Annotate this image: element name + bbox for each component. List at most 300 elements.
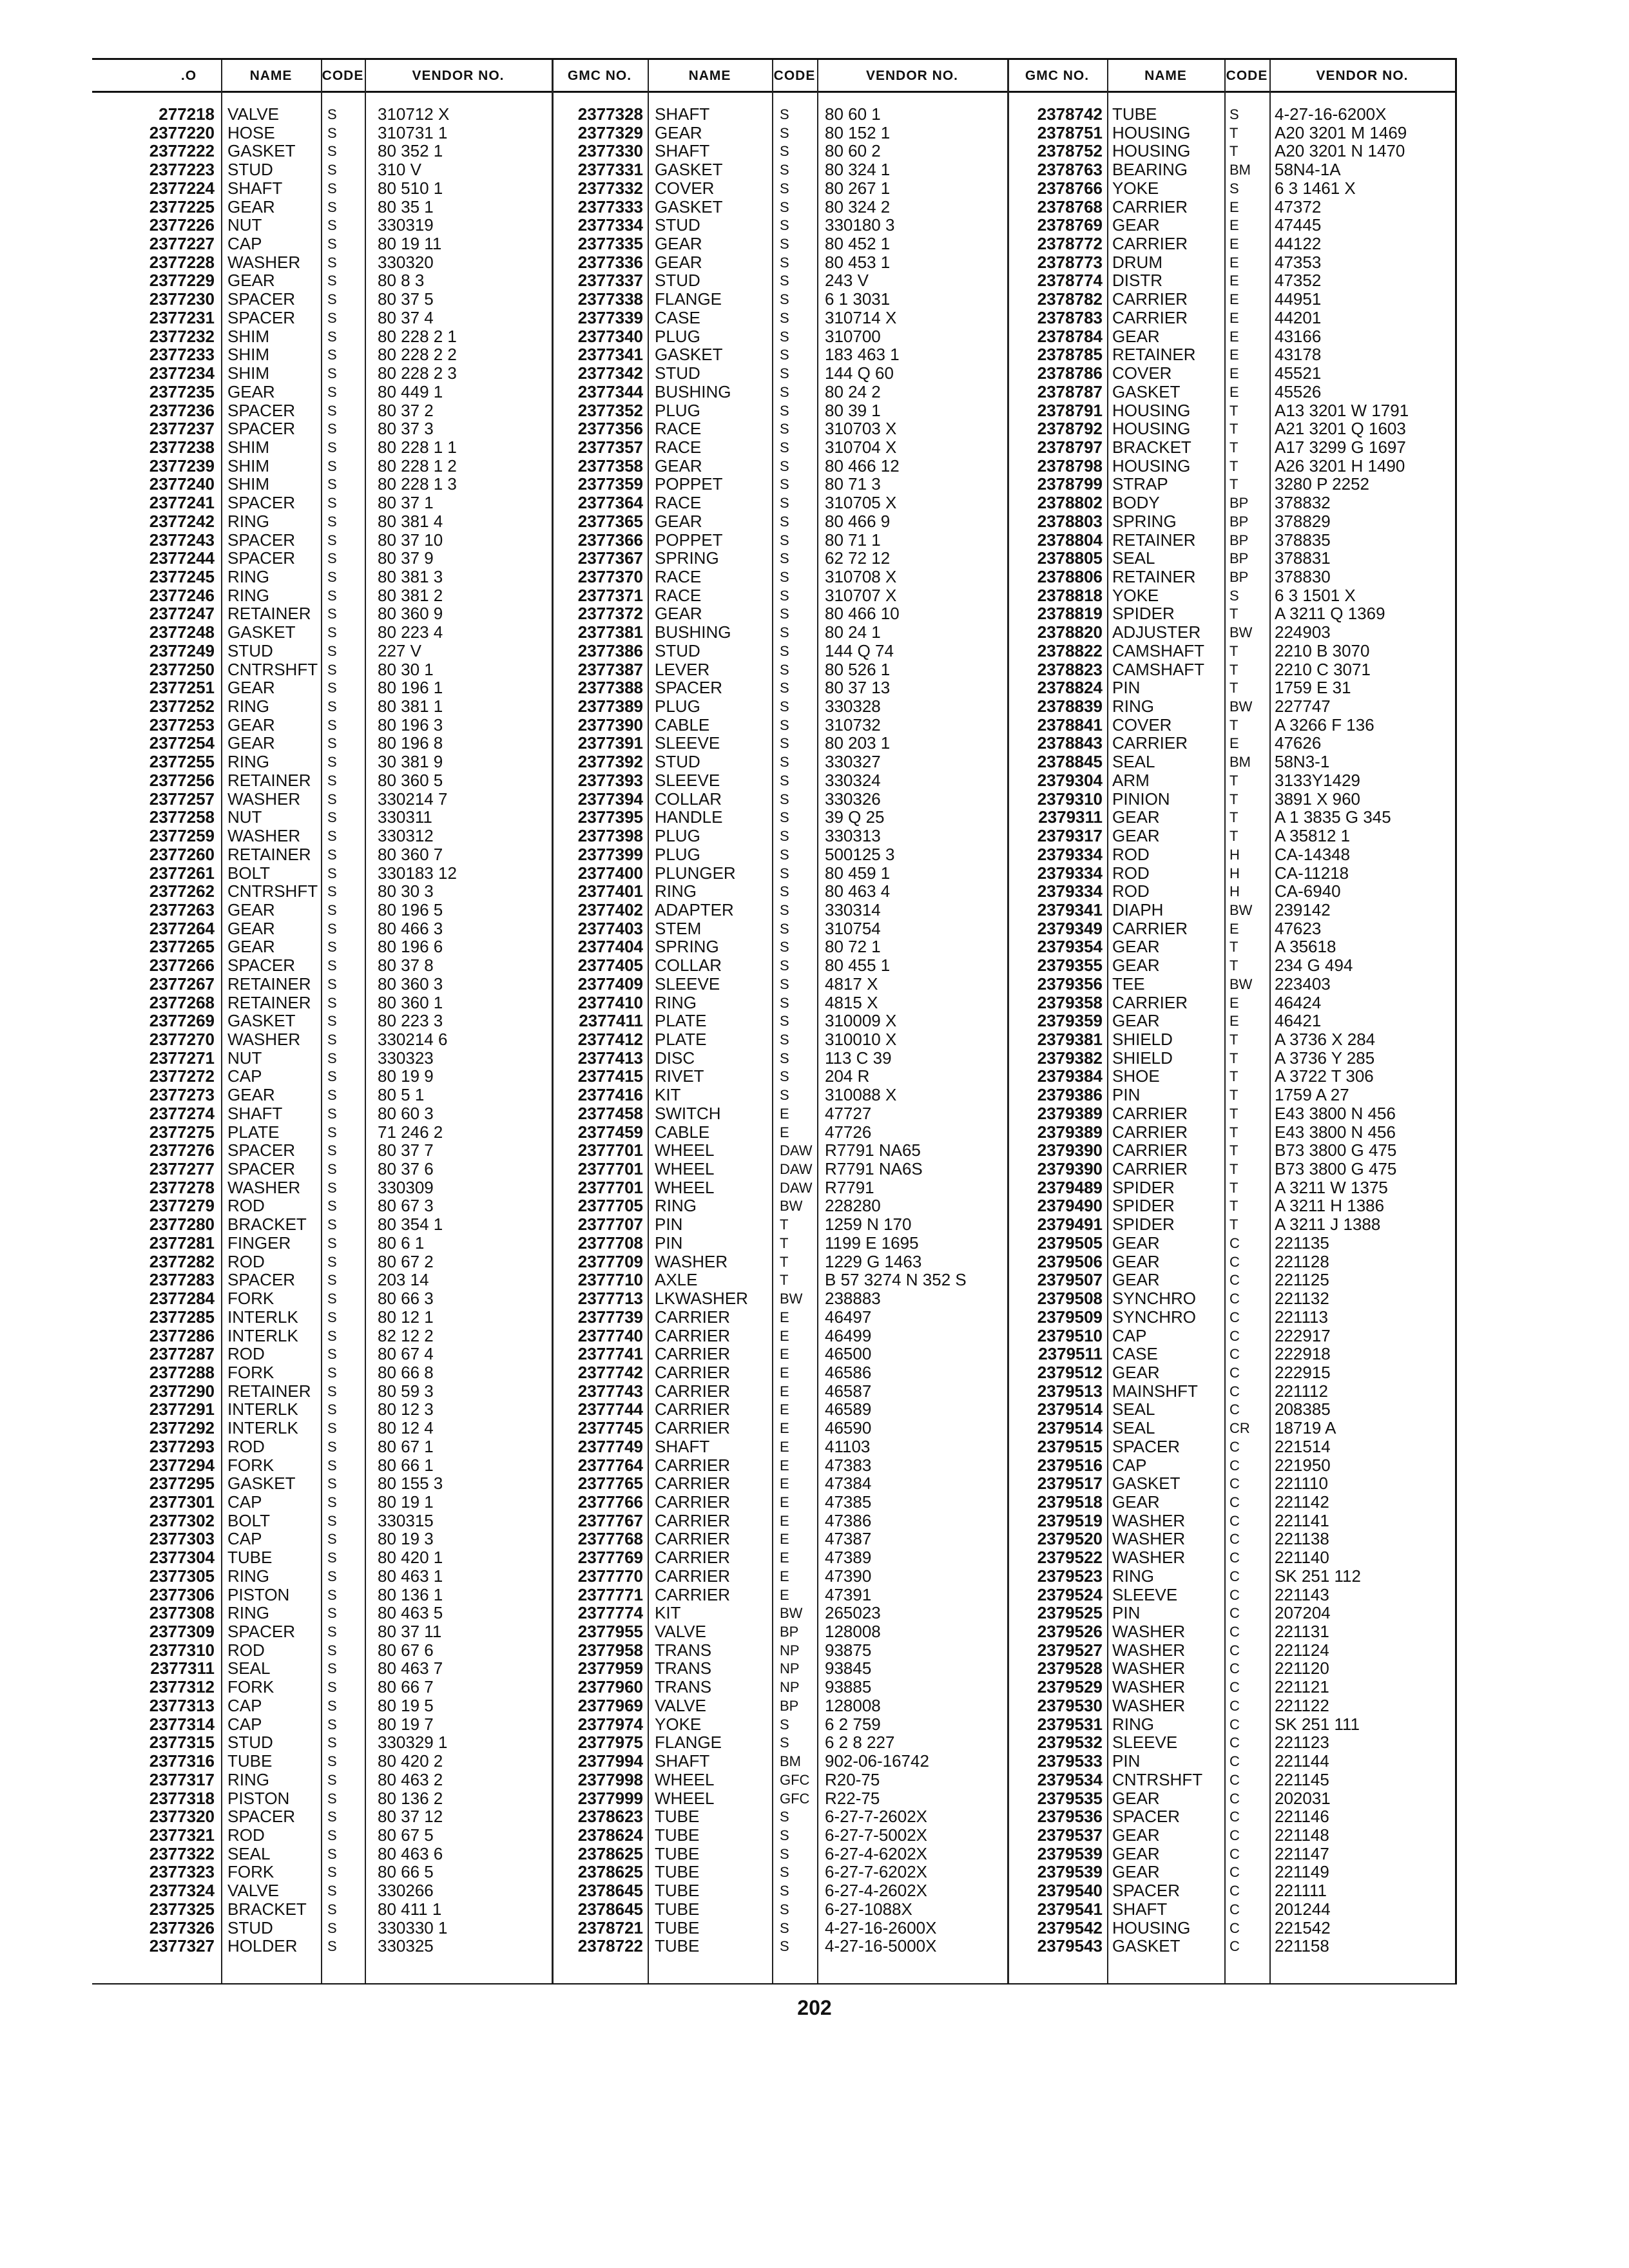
gmc-number: 2378819 [1037,604,1103,624]
table-row [1007,1196,1458,1215]
vendor-code: E [780,1586,789,1603]
vendor-number: 6 2 8 227 [825,1733,895,1753]
table-row [1007,937,1458,956]
part-name: RETAINER [227,604,311,624]
table-row [552,345,1003,364]
table-row [1007,1067,1458,1086]
table-row [552,1937,1003,1956]
gmc-number: 2377237 [149,419,215,439]
vendor-code: E [780,1105,789,1122]
vendor-number: 80 360 9 [378,604,443,624]
vendor-code: T [1229,1068,1239,1085]
gmc-number: 2378818 [1037,585,1103,605]
table-row [1007,235,1458,253]
vendor-code: C [1229,1568,1240,1584]
vendor-code: T [1229,606,1239,622]
gmc-number: 2377285 [149,1307,215,1327]
gmc-number: 2379528 [1037,1658,1103,1678]
vendor-code: S [327,1901,337,1917]
gmc-number: 2377254 [149,733,215,753]
table-row [552,512,1003,531]
gmc-number: 2377269 [149,1011,215,1031]
vendor-number: 82 12 2 [378,1325,434,1345]
vendor-number: 4815 X [825,992,878,1012]
vendor-number: 80 37 3 [378,419,434,439]
part-name: GEAR [1112,937,1160,957]
table-row [552,1160,1003,1178]
vendor-number: 47385 [825,1492,872,1512]
vendor-code: S [780,198,789,215]
vendor-number: 80 463 4 [825,881,891,901]
table-row [1007,438,1458,457]
table-row [1007,1419,1458,1437]
part-name: RING [1112,697,1154,716]
vendor-number: CA-6940 [1275,881,1341,901]
vendor-code: S [327,217,337,234]
table-row [552,604,1003,623]
vendor-number: R7791 NA6S [825,1159,923,1179]
gmc-number: 2377304 [149,1548,215,1568]
vendor-code: S [327,1568,337,1584]
vendor-number: 310700 [825,326,881,346]
vendor-code: S [327,1938,337,1955]
vendor-code: S [327,661,337,678]
gmc-number: 2379529 [1037,1677,1103,1697]
table-row [92,1826,543,1845]
part-name: TRANS [655,1677,712,1697]
gmc-number: 2377242 [149,511,215,531]
vendor-number: 80 12 4 [378,1418,434,1438]
table-row [1007,216,1458,235]
vendor-code: S [780,1032,789,1048]
vendor-code: T [1229,1198,1239,1215]
gmc-number: 2379355 [1037,956,1103,975]
table-row [92,1327,543,1345]
gmc-number: 2377744 [577,1399,643,1419]
vendor-code: S [780,754,789,771]
vendor-code: T [1229,642,1239,659]
part-name: SPACER [655,678,722,698]
vendor-number: 80 360 1 [378,992,443,1012]
vendor-code: C [1229,1475,1240,1492]
table-row [552,1178,1003,1197]
vendor-number: 46589 [825,1399,872,1419]
gmc-number: 2377334 [577,215,643,235]
gmc-number: 2378721 [577,1917,643,1937]
table-row [1007,1474,1458,1493]
vendor-number: B73 3800 G 475 [1275,1159,1397,1179]
vendor-code: BM [1229,754,1251,771]
vendor-code: T [1229,1087,1239,1104]
vendor-number: 6-27-4-6202X [825,1843,927,1863]
gmc-number: 2377413 [577,1048,643,1068]
table-row [552,882,1003,901]
vendor-code: S [780,1938,789,1955]
table-row [552,994,1003,1012]
gmc-number: 2377232 [149,326,215,346]
table-row [1007,1512,1458,1530]
table-row [1007,1178,1458,1197]
vendor-code: S [780,1864,789,1881]
table-row [1007,1308,1458,1327]
vendor-number: 80 136 2 [378,1788,443,1808]
part-name: WASHER [227,1030,301,1049]
part-name: STEM [655,918,702,938]
vendor-number: 208385 [1275,1399,1331,1419]
table-row [92,419,543,438]
vendor-code: C [1229,1660,1240,1677]
table-row [552,845,1003,864]
vendor-code: S [327,1050,337,1066]
part-name: BUSHING [655,381,731,401]
gmc-number: 2377317 [149,1769,215,1789]
vendor-code: S [327,1864,337,1881]
gmc-number: 2379505 [1037,1233,1103,1253]
header-code: CODE [1226,68,1268,83]
header-name: NAME [688,68,731,83]
vendor-number: 80 37 6 [378,1159,434,1179]
gmc-number: 2379381 [1037,1030,1103,1049]
gmc-number: 2377769 [577,1548,643,1568]
table-row [1007,1789,1458,1808]
vendor-number: 238883 [825,1289,881,1309]
vendor-code: S [327,1679,337,1696]
table-row [552,1881,1003,1900]
vendor-number: 80 12 1 [378,1307,434,1327]
table-row [552,1752,1003,1771]
vendor-code: S [327,1253,337,1270]
vendor-number: 310707 X [825,585,897,605]
vendor-number: 3891 X 960 [1275,789,1361,809]
vendor-code: T [1229,1050,1239,1066]
vendor-code: S [780,439,789,456]
gmc-number: 2378804 [1037,530,1103,550]
vendor-number: 80 466 10 [825,604,900,624]
gmc-number: 2377770 [577,1566,643,1586]
table-row [92,1160,543,1178]
table-row [552,623,1003,642]
gmc-number: 2377227 [149,234,215,254]
part-name: GASKET [227,622,296,642]
vendor-code: S [327,1032,337,1048]
vendor-code: S [327,957,337,974]
part-name: SLEEVE [1112,1584,1178,1604]
part-name: SPIDER [1112,1215,1175,1235]
gmc-number: 2378805 [1037,548,1103,568]
gmc-number: 2377279 [149,1196,215,1216]
part-name: WASHER [227,826,301,846]
part-name: CARRIER [1112,1140,1188,1160]
gmc-number: 2377389 [577,697,643,716]
gmc-number: 2377370 [577,567,643,586]
part-name: CAP [1112,1455,1147,1475]
gmc-number: 2378774 [1037,271,1103,291]
part-name: COLLAR [655,789,722,809]
vendor-code: S [327,1550,337,1566]
vendor-number: CA-11218 [1275,863,1349,883]
vendor-code: E [1229,1013,1239,1030]
vendor-code: S [327,680,337,697]
part-name: CARRIER [655,1344,731,1364]
vendor-code: E [780,1568,789,1584]
vendor-code: S [780,772,789,789]
vendor-number: 221110 [1275,1474,1328,1494]
gmc-number: 2377387 [577,659,643,679]
vendor-number: 239142 [1275,899,1331,919]
part-name: TUBE [655,1807,700,1827]
part-name: PISTON [227,1584,290,1604]
gmc-number: 2377393 [577,770,643,790]
part-name: PIN [1112,678,1141,698]
part-name: CAMSHAFT [1112,659,1204,679]
vendor-code: T [780,1272,789,1289]
table-row [1007,1696,1458,1715]
table-row [92,401,543,420]
gmc-number: 2377273 [149,1085,215,1105]
vendor-number: 80 466 9 [825,511,891,531]
part-name: GEAR [1112,1270,1160,1290]
vendor-number: 80 24 2 [825,381,881,401]
vendor-number: 47626 [1275,733,1322,753]
table-row [92,457,543,476]
vendor-code: S [327,439,337,456]
vendor-code: S [1229,587,1239,604]
part-name: ROD [227,1196,265,1216]
vendor-number: 80 19 5 [378,1695,434,1715]
vendor-number: 221124 [1275,1640,1329,1660]
table-row [1007,401,1458,420]
vendor-code: S [327,1753,337,1770]
table-row [552,678,1003,697]
vendor-number: 330329 1 [378,1733,448,1753]
vendor-number: 378830 [1275,567,1331,586]
gmc-number: 2378783 [1037,307,1103,327]
vendor-number: 80 510 1 [378,178,443,198]
vendor-number: A 35618 [1275,937,1336,957]
vendor-number: 500125 3 [825,844,895,864]
gmc-number: 2377390 [577,715,643,735]
vendor-code: S [327,1845,337,1862]
vendor-number: 58N4-1A [1275,160,1341,180]
table-row [92,845,543,864]
vendor-number: 47390 [825,1566,872,1586]
vendor-number: 227747 [1275,697,1331,716]
vendor-code: T [780,1253,789,1270]
gmc-number: 2377344 [577,381,643,401]
gmc-number: 2377337 [577,271,643,291]
table-row [92,956,543,975]
vendor-code: BW [780,1291,803,1307]
gmc-number: 2377245 [149,567,215,586]
table-row [1007,1826,1458,1845]
gmc-number: 2378625 [577,1843,643,1863]
gmc-number: 2378769 [1037,215,1103,235]
table-row [92,1363,543,1382]
vendor-code: S [327,1124,337,1140]
vendor-number: 330314 [825,899,881,919]
vendor-code: T [1229,1216,1239,1233]
vendor-number: 47623 [1275,918,1322,938]
table-row [1007,457,1458,476]
vendor-code: C [1229,1364,1240,1381]
table-row [92,475,543,494]
vendor-code: C [1229,1512,1240,1529]
vendor-code: S [780,846,789,863]
table-row [552,827,1003,845]
table-row [1007,494,1458,512]
gmc-number: 2377381 [577,622,643,642]
vendor-code: C [1229,1827,1240,1843]
part-name: RING [227,697,269,716]
vendor-code: E [780,1364,789,1381]
table-row [92,383,543,401]
part-name: RING [227,1769,269,1789]
part-name: BOLT [227,863,270,883]
vendor-code: S [327,1697,337,1714]
table-row [1007,1012,1458,1030]
part-name: MAINSHFT [1112,1381,1198,1401]
vendor-code: S [780,642,789,659]
table-row [92,568,543,586]
vendor-number: A 1 3835 G 345 [1275,807,1391,827]
gmc-number: 2377999 [577,1788,643,1808]
vendor-number: 221950 [1275,1455,1331,1475]
part-name: RACE [655,567,702,586]
gmc-number: 2377230 [149,289,215,309]
gmc-number: 2377708 [577,1233,643,1253]
vendor-number: 2210 C 3071 [1275,659,1371,679]
part-name: CNTRSHFT [227,659,318,679]
table-row [552,1067,1003,1086]
gmc-number: 2377367 [577,548,643,568]
vendor-number: 39 Q 25 [825,807,885,827]
table-row [1007,1845,1458,1863]
table-row [92,1400,543,1419]
part-name: CABLE [655,1122,710,1142]
gmc-number: 2379358 [1037,992,1103,1012]
gmc-number: 2378799 [1037,474,1103,494]
vendor-code: S [327,1735,337,1751]
part-name: SHIELD [1112,1048,1173,1068]
gmc-number: 2377251 [149,678,215,698]
table-row [92,1196,543,1215]
gmc-number: 2377766 [577,1492,643,1512]
vendor-code: S [327,642,337,659]
table-row [92,531,543,550]
part-name: SPRING [655,937,719,957]
part-name: COVER [655,178,715,198]
gmc-number: 2378623 [577,1807,643,1827]
gmc-number: 2379540 [1037,1881,1103,1901]
table-row [92,734,543,753]
header-vendor: VENDOR NO. [412,68,505,83]
gmc-number: 2377701 [577,1177,643,1197]
gmc-number: 2377268 [149,992,215,1012]
table-row [552,1586,1003,1604]
vendor-code: S [327,606,337,622]
table-row [92,142,543,160]
gmc-number: 2378645 [577,1881,643,1901]
table-row [92,1512,543,1530]
table-row [552,494,1003,512]
vendor-code: C [1229,1624,1240,1640]
part-name: CARRIER [1112,1122,1188,1142]
part-name: YOKE [1112,585,1159,605]
vendor-code: E [1229,291,1239,308]
part-name: WHEEL [655,1140,715,1160]
table-row [92,1474,543,1493]
gmc-number: 2377336 [577,252,643,272]
table-row [1007,253,1458,272]
gmc-number: 2377293 [149,1436,215,1456]
table-row [552,327,1003,346]
part-name: RACE [655,493,702,513]
vendor-code: S [327,1383,337,1399]
part-name: RACE [655,585,702,605]
part-name: RIVET [655,1066,704,1086]
vendor-code: BP [1229,569,1249,585]
gmc-number: 2377258 [149,807,215,827]
part-name: AXLE [655,1270,698,1290]
gmc-number: 2377998 [577,1769,643,1789]
gmc-number: 2377288 [149,1362,215,1382]
vendor-number: 221158 [1275,1936,1329,1956]
vendor-code: S [327,476,337,493]
part-name: CAP [227,1492,262,1512]
part-name: SHAFT [655,1436,710,1456]
gmc-number: 2377403 [577,918,643,938]
gmc-number: 2379509 [1037,1307,1103,1327]
table-row [92,919,543,938]
vendor-number: B73 3800 G 475 [1275,1140,1397,1160]
part-name: SPACER [1112,1436,1180,1456]
table-row [1007,1622,1458,1641]
vendor-code: E [780,1327,789,1344]
vendor-code: CR [1229,1420,1250,1437]
vendor-number: 80 381 2 [378,585,443,605]
part-name: SPACER [1112,1807,1180,1827]
vendor-number: 202031 [1275,1788,1331,1808]
vendor-number: 80 463 1 [378,1566,443,1586]
part-name: GEAR [227,678,275,698]
vendor-number: 46500 [825,1344,872,1364]
part-name: BRACKET [1112,437,1191,457]
vendor-number: 45526 [1275,381,1322,401]
vendor-code: S [780,1809,789,1825]
vendor-code: E [1229,328,1239,345]
table-row [1007,845,1458,864]
part-name: WASHER [227,789,301,809]
gmc-number: 2377713 [577,1289,643,1309]
part-name: GEAR [1112,1362,1160,1382]
vendor-code: S [780,550,789,567]
part-name: WASHER [227,252,301,272]
gmc-number: 2377267 [149,974,215,994]
table-row [92,1141,543,1160]
gmc-number: 2378742 [1037,104,1103,124]
part-name: CARRIER [1112,918,1188,938]
vendor-number: 1759 A 27 [1275,1085,1349,1105]
table-row [552,457,1003,476]
vendor-number: 44201 [1275,307,1322,327]
table-row [92,549,543,568]
vendor-code: BW [780,1198,803,1215]
part-name: CARRIER [1112,289,1188,309]
vendor-code: S [327,124,337,141]
vendor-code: E [1229,735,1239,752]
vendor-number: 221142 [1275,1492,1329,1512]
vendor-code: C [1229,1679,1240,1696]
